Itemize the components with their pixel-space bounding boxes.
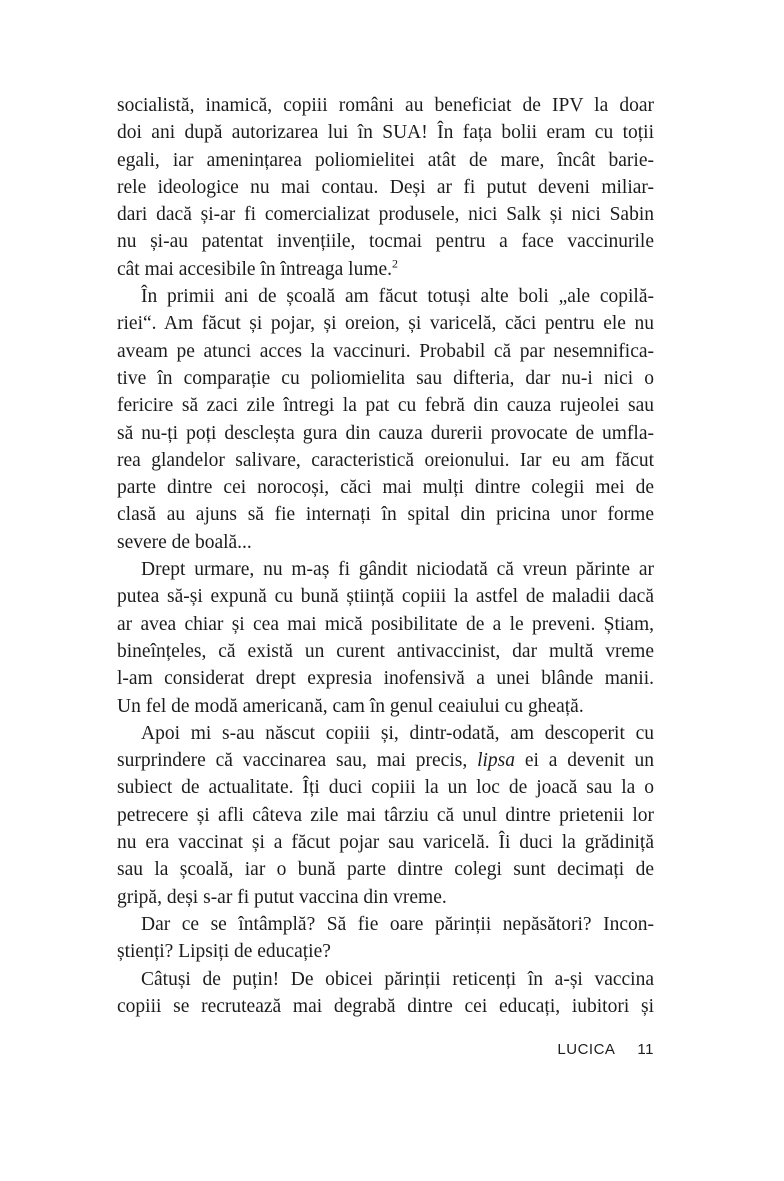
- text-line: sau la școală, iar o bună parte dintre colegi sunt decimați de: [117, 859, 654, 881]
- text-line: socialistă, inamică, copiii români au beneficiat de IPV la doar: [117, 95, 654, 116]
- text-segment: surprindere că vaccinarea sau, mai precis,: [117, 750, 468, 772]
- text-line: subiect de actualitate. Îți duci copiii la un loc de joacă sau la o: [117, 777, 654, 799]
- text-line: gripă, deși s-ar fi putut vaccina din vreme.: [117, 886, 447, 908]
- body-text: [117, 92, 654, 1020]
- text-line: doi ani după autorizarea lui în SUA! În fața bolii eram cu toții: [117, 122, 654, 144]
- text-line: severe de boală...: [117, 531, 252, 553]
- text-line: Câtuși de puțin! De obicei părinții reticenți în a-și vaccina: [141, 968, 654, 990]
- text-line: [117, 256, 654, 283]
- text-line: l-am considerat drept expresia inofensivă a unei blânde manii.: [117, 668, 654, 690]
- text-line: putea să-și expună cu bună știință copiii la astfel de maladii dacă: [117, 586, 654, 608]
- text-line: aveam pe atunci acces la vaccinuri. Probabil că par nesemnifica-: [117, 340, 654, 362]
- emphasis-text: lipsa: [477, 750, 515, 772]
- text-line: petrecere și afli câteva zile mai târziu că unul dintre prietenii lor: [117, 804, 654, 826]
- text-segment: cât mai accesibile în întreaga lume.: [117, 258, 393, 280]
- text-line: Drept urmare, nu m-aș fi gândit niciodată că vreun părinte ar: [141, 559, 654, 581]
- text-line: Apoi mi s-au născut copiii și, dintr-odată, am descoperit cu: [141, 722, 654, 744]
- text-line: bineînțeles, că există un curent antivaccinist, dar multă vreme: [117, 640, 654, 662]
- text-line: rea glandelor salivare, caracteristică oreionului. Iar eu am făcut: [117, 449, 654, 471]
- text-line: egali, iar amenințarea poliomielitei atât de mare, încât barie-: [117, 149, 654, 171]
- text-line: dari dacă și-ar fi comercializat produsele, nici Salk și nici Sabin: [117, 204, 654, 226]
- text-line: nu era vaccinat și a făcut pojar sau varicelă. Îi duci la grădiniță: [117, 832, 654, 854]
- page-number: 11: [637, 1041, 654, 1058]
- text-line: clasă au ajuns să fie internați în spital din pricina unor forme: [117, 504, 654, 526]
- text-line: Un fel de modă americană, cam în genul ceaiului cu gheață.: [117, 695, 584, 717]
- text-line: nu și-au patentat invențiile, tocmai pentru a face vaccinurile: [117, 231, 654, 253]
- text-line: tive în comparație cu poliomielita sau difteria, dar nu-i nici o: [117, 367, 654, 389]
- running-head: LUCICA: [557, 1041, 616, 1058]
- text-line: riei“. Am făcut și pojar, și oreion, și varicelă, căci pentru ele nu: [117, 313, 654, 335]
- text-line: Dar ce se întâmplă? Să fie oare părinții nepăsători? Incon-: [141, 913, 654, 935]
- footnote-reference[interactable]: 2: [392, 256, 399, 271]
- text-segment: ei a devenit un: [524, 750, 654, 772]
- text-line: rele ideologice nu mai contau. Deși ar fi putut deveni miliar-: [117, 176, 654, 198]
- text-line: ar avea chiar și cea mai mică posibilitate de a le preveni. Știam,: [117, 613, 654, 635]
- text-line: să nu-ți poți descleșta gura din cauza durerii provocate de umfla-: [117, 422, 654, 444]
- text-line: parte dintre cei norocoși, căci mai mulți dintre colegii mei de: [117, 477, 654, 499]
- text-line: știenți? Lipsiți de educație?: [117, 941, 331, 963]
- text-line: [117, 747, 654, 774]
- text-line: fericire să zaci zile întregi la pat cu febră din cauza rujeolei sau: [117, 395, 654, 417]
- text-line: copiii se recrutează mai degrabă dintre cei educați, iubitori și: [117, 995, 654, 1017]
- page-footer: [117, 1041, 654, 1063]
- text-line: În primii ani de școală am făcut totuși alte boli „ale copilă-: [141, 286, 654, 308]
